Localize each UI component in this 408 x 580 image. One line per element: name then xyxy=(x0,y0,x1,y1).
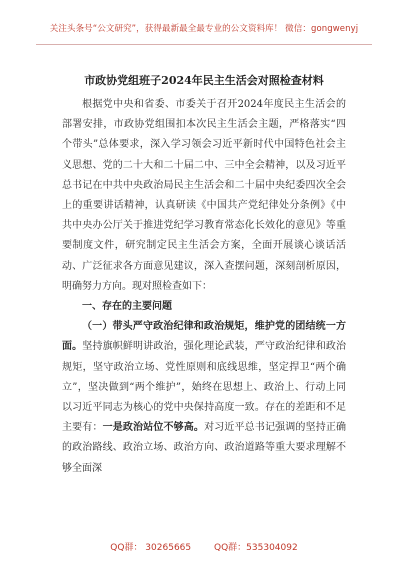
section-heading: 一、存在的主要问题 xyxy=(82,301,172,313)
document-title: 市政协党组班子2024年民主生活会对照检查材料 xyxy=(84,74,324,87)
subsection-heading: （一）带头严守政治纪律和政治规矩，维护党的团结统一方面。 xyxy=(62,321,346,353)
header-promo-text: 关注头条号“公文研究”，获得最新最全最专业的公文资料库！ 微信：gongwenyj xyxy=(49,24,359,34)
footer-qq-group-1: QQ群： 30265665 xyxy=(110,543,192,553)
header-divider xyxy=(36,44,372,45)
footer-contacts xyxy=(0,540,408,553)
subsection-text-b: 对习近平总书记强调的坚持正确的政治路线、政治立场、政治方向、政治道路等重大要求理解不够全面深 xyxy=(62,422,347,474)
intro-paragraph: 根据党中央和省委、市委关于召开2024年度民主生活会的部署安排，市政协党组围扣本次民主生活会主题，严格落实“四个带头”总体要求，深入学习领会习近平新时代中国特色社会主义思想、党的二十大和二十届二中、三中全会精神，以及习近平总书记在中共中央政治局民主生活会和二十届中央纪委四次全会上的重要讲话精神，认真研读《中国共产党纪律处分条例》《中共中央办公厅关于推进党纪学习教育常态化长效化的意见》等重要制度文件，研究制定民主生活会方案，全面开展谈心谈话活动、广泛征求各方面意见建议，深入查摆问题，深刻剖析原因，明确努力方向。现对照检查如下： xyxy=(62,99,346,292)
subsection-text-a: 坚持旗帜鲜明讲政治，强化理论武装，严守政治纪律和政治规矩，坚守政治立场、党性原则和底线思维，坚定捍卫“两个确立”，坚决做到“两个维护”，始终在思想上、政治上、行动上同以习近平同志为核心的党中央保持高度一致。存在的差距和不足主要有： xyxy=(62,341,347,434)
subsection-bold-point: 一是政治站位不够高。 xyxy=(102,422,205,434)
footer-qq-group-2: QQ群：535304092 xyxy=(214,543,298,553)
document-body xyxy=(62,95,346,479)
subsection-paragraph xyxy=(62,317,346,479)
